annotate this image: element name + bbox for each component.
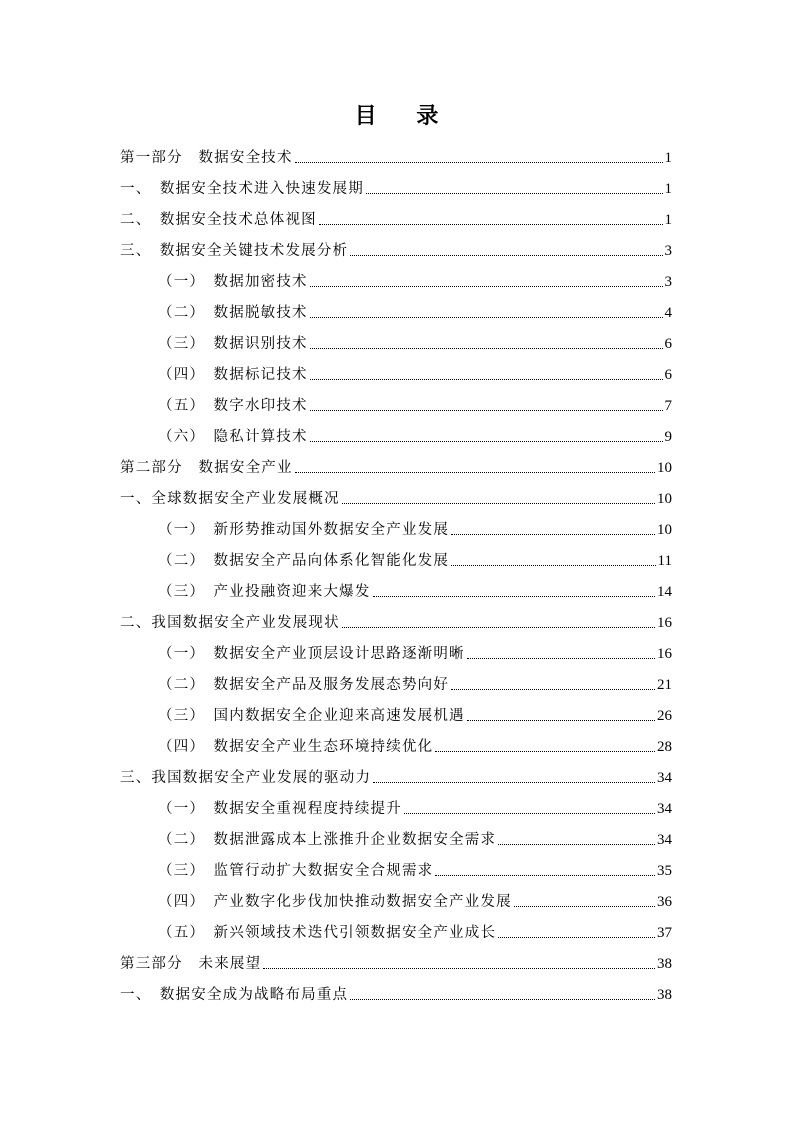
dot-leader [366, 193, 663, 194]
toc-entry-title: （二） 数据泄露成本上涨推升企业数据安全需求 [158, 832, 497, 848]
toc-entry-title: （四） 产业数字化步伐加快推动数据安全产业发展 [158, 894, 512, 910]
toc-entry-page-number: 10 [657, 522, 672, 538]
toc-entry-section[interactable] [120, 977, 672, 1008]
toc-entry-page-number: 34 [657, 770, 672, 786]
toc-entry-page-number: 9 [664, 429, 672, 445]
toc-entry-page-number: 14 [657, 584, 672, 600]
dot-leader [451, 565, 655, 566]
dot-leader [467, 658, 655, 659]
dot-leader [435, 751, 655, 752]
page-title: 目 录 [354, 104, 455, 129]
toc-entry-page-number: 35 [657, 863, 672, 879]
toc-entry-page-number: 10 [657, 491, 672, 507]
toc-entry-subsection[interactable] [120, 357, 672, 388]
toc-entry-section[interactable] [120, 605, 672, 636]
toc-entry-title: （四） 数据标记技术 [158, 367, 308, 383]
toc-entry-page-number: 10 [657, 460, 672, 476]
toc-entry-subsection[interactable] [120, 822, 672, 853]
dot-leader [310, 379, 663, 380]
dot-leader [350, 255, 662, 256]
toc-entry-page-number: 38 [657, 987, 672, 1003]
toc-entry-subsection[interactable] [120, 884, 672, 915]
toc-entry-subsection[interactable] [120, 388, 672, 419]
toc-entry-title: （一） 数据安全重视程度持续提升 [158, 801, 402, 817]
toc-entry-title: （二） 数据脱敏技术 [158, 305, 308, 321]
dot-leader [295, 162, 663, 163]
toc-entry-page-number: 1 [664, 150, 672, 166]
dot-leader [498, 937, 655, 938]
toc-entry-page-number: 16 [657, 646, 672, 662]
toc-entry-title: （三） 产业投融资迎来大爆发 [158, 584, 371, 600]
toc-entry-subsection[interactable] [120, 264, 672, 295]
toc-entry-section[interactable] [120, 233, 672, 264]
toc-entry-section[interactable] [120, 171, 672, 202]
toc-entry-title: 第三部分 未来展望 [120, 956, 262, 972]
toc-entry-title: （六） 隐私计算技术 [158, 429, 308, 445]
dot-leader [310, 348, 663, 349]
dot-leader [498, 844, 655, 845]
toc-entry-title: 二、我国数据安全产业发展现状 [120, 615, 340, 631]
toc-entry-subsection[interactable] [120, 698, 672, 729]
dot-leader [310, 286, 663, 287]
toc-entry-section[interactable] [120, 946, 672, 977]
toc-entry-page-number: 34 [657, 801, 672, 817]
toc-entry-section[interactable] [120, 450, 672, 481]
toc-entry-section[interactable] [120, 140, 672, 171]
toc-entry-page-number: 38 [657, 956, 672, 972]
dot-leader [451, 689, 655, 690]
toc-entry-title: 第一部分 数据安全技术 [120, 150, 293, 166]
toc-entry-page-number: 28 [657, 739, 672, 755]
toc-entry-title: （五） 新兴领域技术迭代引领数据安全产业成长 [158, 925, 497, 941]
toc-entry-title: 二、 数据安全技术总体视图 [120, 212, 317, 228]
toc-entry-title: 三、 数据安全关键技术发展分析 [120, 243, 349, 259]
toc-entry-title: （三） 国内数据安全企业迎来高速发展机遇 [158, 708, 465, 724]
toc-entry-subsection[interactable] [120, 295, 672, 326]
dot-leader [342, 627, 655, 628]
dot-leader [373, 782, 655, 783]
toc-entry-subsection[interactable] [120, 543, 672, 574]
dot-leader [263, 968, 655, 969]
dot-leader [467, 720, 655, 721]
toc-entry-title: 一、 数据安全技术进入快速发展期 [120, 181, 364, 197]
toc-entry-page-number: 3 [664, 243, 672, 259]
toc-entry-subsection[interactable] [120, 729, 672, 760]
toc-entry-title: （四） 数据安全产业生态环境持续优化 [158, 739, 434, 755]
toc-entry-page-number: 1 [664, 181, 672, 197]
toc-entry-title: 三、我国数据安全产业发展的驱动力 [120, 770, 372, 786]
toc-entry-subsection[interactable] [120, 853, 672, 884]
dot-leader [514, 906, 655, 907]
table-of-contents [120, 140, 672, 1008]
dot-leader [310, 410, 663, 411]
dot-leader [295, 472, 655, 473]
toc-entry-title: 第二部分 数据安全产业 [120, 460, 293, 476]
toc-entry-subsection[interactable] [120, 791, 672, 822]
toc-entry-section[interactable] [120, 481, 672, 512]
toc-entry-title: （二） 数据安全产品向体系化智能化发展 [158, 553, 450, 569]
toc-entry-title: 一、全球数据安全产业发展概况 [120, 491, 340, 507]
toc-entry-title: （一） 数据加密技术 [158, 274, 308, 290]
dot-leader [319, 224, 663, 225]
toc-entry-subsection[interactable] [120, 667, 672, 698]
toc-entry-page-number: 11 [657, 553, 672, 569]
toc-entry-title: （二） 数据安全产品及服务发展态势向好 [158, 677, 450, 693]
toc-entry-title: 一、 数据安全成为战略布局重点 [120, 987, 349, 1003]
dot-leader [342, 503, 655, 504]
toc-entry-title: （五） 数字水印技术 [158, 398, 308, 414]
dot-leader [310, 317, 663, 318]
toc-entry-page-number: 36 [657, 894, 672, 910]
dot-leader [310, 441, 663, 442]
toc-entry-page-number: 7 [664, 398, 672, 414]
toc-entry-page-number: 3 [664, 274, 672, 290]
toc-entry-section[interactable] [120, 202, 672, 233]
toc-entry-title: （三） 数据识别技术 [158, 336, 308, 352]
toc-entry-title: （一） 数据安全产业顶层设计思路逐渐明晰 [158, 646, 465, 662]
toc-entry-subsection[interactable] [120, 636, 672, 667]
toc-entry-section[interactable] [120, 760, 672, 791]
toc-entry-subsection[interactable] [120, 574, 672, 605]
toc-entry-page-number: 34 [657, 832, 672, 848]
toc-entry-subsection[interactable] [120, 326, 672, 357]
toc-entry-page-number: 4 [664, 305, 672, 321]
toc-entry-title: （三） 监管行动扩大数据安全合规需求 [158, 863, 434, 879]
toc-entry-page-number: 37 [657, 925, 672, 941]
toc-entry-page-number: 6 [664, 336, 672, 352]
toc-entry-subsection[interactable] [120, 512, 672, 543]
dot-leader [350, 999, 655, 1000]
dot-leader [404, 813, 655, 814]
dot-leader [451, 534, 655, 535]
dot-leader [435, 875, 655, 876]
toc-entry-title: （一） 新形势推动国外数据安全产业发展 [158, 522, 450, 538]
toc-entry-subsection[interactable] [120, 915, 672, 946]
toc-entry-page-number: 6 [664, 367, 672, 383]
toc-entry-page-number: 16 [657, 615, 672, 631]
toc-entry-page-number: 21 [657, 677, 672, 693]
dot-leader [373, 596, 655, 597]
toc-entry-page-number: 1 [664, 212, 672, 228]
toc-entry-subsection[interactable] [120, 419, 672, 450]
toc-entry-page-number: 26 [657, 708, 672, 724]
